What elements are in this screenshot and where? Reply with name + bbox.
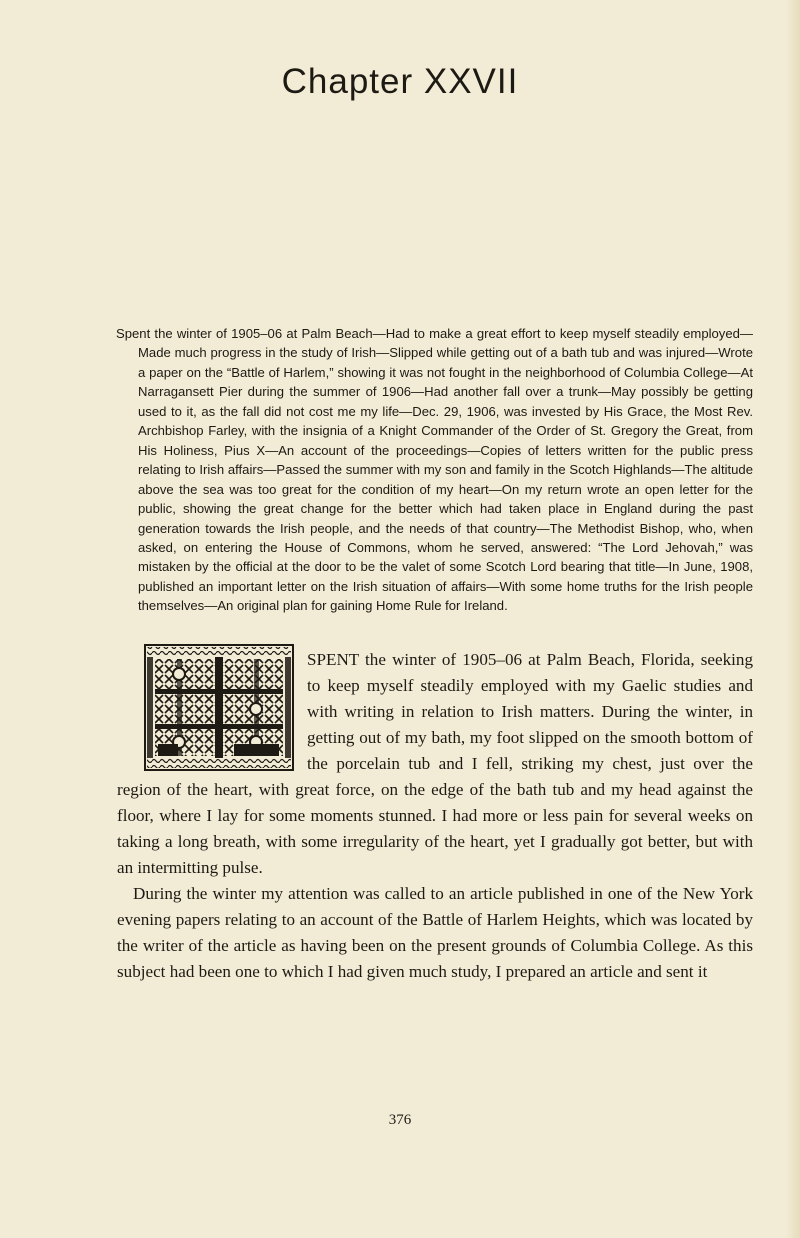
- body-paragraph-1: SPENT the winter of 1905–06 at Palm Beach, Florida, seeking to keep myself steadily employed with my Gaelic studies and with writing in relation to Irish matters. During the winter, in getting out of my bath, my foot slipped on the smooth bottom of the porcelain tub and I fell, striking my chest, just over the region of the heart, with great force, on the edge of the bath tub and my head against the floor, where I lay for some moments stunned. I had more or less pain for several weeks on taking a long breath, with some irregularity of the heart, yet I gradually got better, but with an intermitting pulse.: [117, 650, 753, 877]
- chapter-synopsis: Spent the winter of 1905–06 at Palm Beach—Had to make a great effort to keep myself steadily employed—Made much progress in the study of Irish—Slipped while getting out of a bath tub and was injured—Wrote a paper on the “Battle of Harlem,” showing it was not fought in the neighborhood of Columbia College—At Narragansett Pier during the summer of 1906—Had another fall over a trunk—May possibly be getting used to it, as the fall did not cost me my life—Dec. 29, 1906, was invested by His Grace, the Most Rev. Archbishop Farley, with the insignia of a Knight Commander of the Order of St. Gregory the Great, from His Holiness, Pius X—An account of the proceedings—Copies of letters written for the public press relating to Irish affairs—Passed the summer with my son and family in the Scotch Highlands—The altitude above the sea was too great for the condition of my heart—On my return wrote an open letter for the public, showing the great change for the better which had taken place in England during the past generation towards the Irish people, and the needs of that country—The Methodist Bishop, who, when asked, on entering the House of Commons, whom he served, answered: “The Lord Jehovah,” was mistaken by the official at the door to be the valet of some Scotch Lord bearing that title—In June, 1908, published an important letter on the Irish situation of affairs—With some home truths for the Irish people themselves—An original plan for gaining Home Rule for Ireland.: [116, 326, 753, 614]
- chapter-body: [117, 647, 753, 985]
- body-paragraph-2: During the winter my attention was called to an article published in one of the New York evening papers relating to an account of the Battle of Harlem Heights, which was located by the writer of the article as having been on the present grounds of Columbia College. As this subject had been one to which I had given much study, I prepared an article and sent it: [117, 884, 753, 981]
- page-edge: [786, 0, 800, 1238]
- chapter-title: Chapter XXVII: [281, 62, 519, 101]
- ornament-spacer: [117, 647, 307, 774]
- page-number: 376: [388, 1112, 412, 1128]
